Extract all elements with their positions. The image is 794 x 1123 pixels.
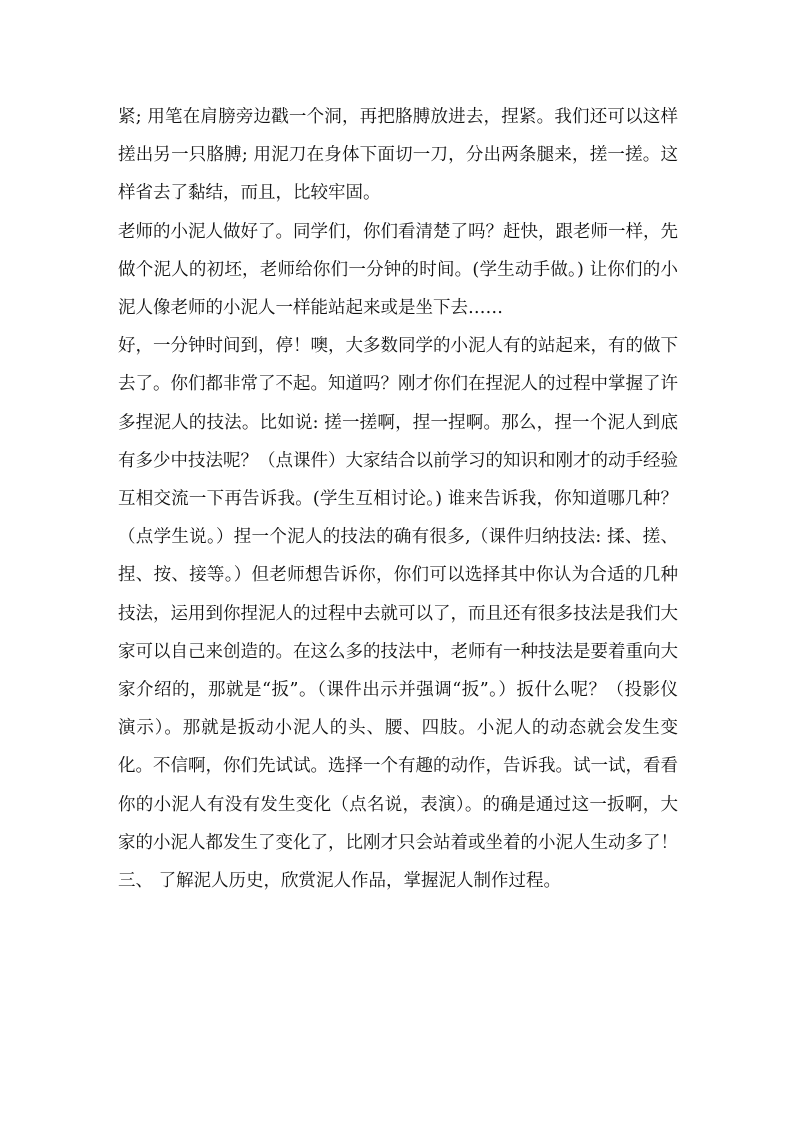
document-body: [118, 98, 678, 900]
section-heading: 三、 了解泥人历史，欣赏泥人作品，掌握泥人制作过程。: [118, 871, 562, 892]
paragraph-teacher-demo: 老师的小泥人做好了。同学们，你们看清楚了吗？赶快，跟老师一样，先做个泥人的初坯，老师给你们一分钟的时间。(学生动手做。) 让你们的小泥人像老师的小泥人一样能站起来或是坐下去……: [118, 221, 678, 319]
paragraph-techniques: 好，一分钟时间到，停！噢，大多数同学的小泥人有的站起来，有的做下去了。你们都非常了不起。知道吗？刚才你们在捏泥人的过程中掌握了许多捏泥人的技法。比如说: 搓一搓啊，捏一捏啊。那么，捏一个泥人到底有多少中技法呢？（点课件）大家结合以前学习的知识和刚才的动手经验互相交流一下再告诉我。(学生互相讨论。) 谁来告诉我，你知道哪几种？（点学生说。）捏一个泥人的技法的确有很多,（课件归纳技法: 揉、搓、捏、按、接等。）但老师想告诉你，你们可以选择其中你认为合适的几种技法，运用到你捏泥人的过程中去就可以了，而且还有很多技法是我们大家可以自己来创造的。在这么多的技法中，老师有一种技法是要着重向大家介绍的，那就是“扳”。（课件出示并强调“扳”。）扳什么呢？（投影仪演示）。那就是扳动小泥人的头、腰、四肢。小泥人的动态就会发生变化。不信啊，你们先试试。选择一个有趣的动作，告诉我。试一试，看看你的小泥人有没有发生变化（点名说，表演）。的确是通过这一扳啊，大家的小泥人都发生了变化了，比刚才只会站着或坐着的小泥人生动多了！: [118, 336, 678, 853]
paragraph-continuation: 紧; 用笔在肩膀旁边戳一个洞，再把胳膊放进去，捏紧。我们还可以这样搓出另一只胳膊; 用泥刀在身体下面切一刀，分出两条腿来，搓一搓。这样省去了黏结，而且，比较牢固。: [118, 107, 678, 204]
